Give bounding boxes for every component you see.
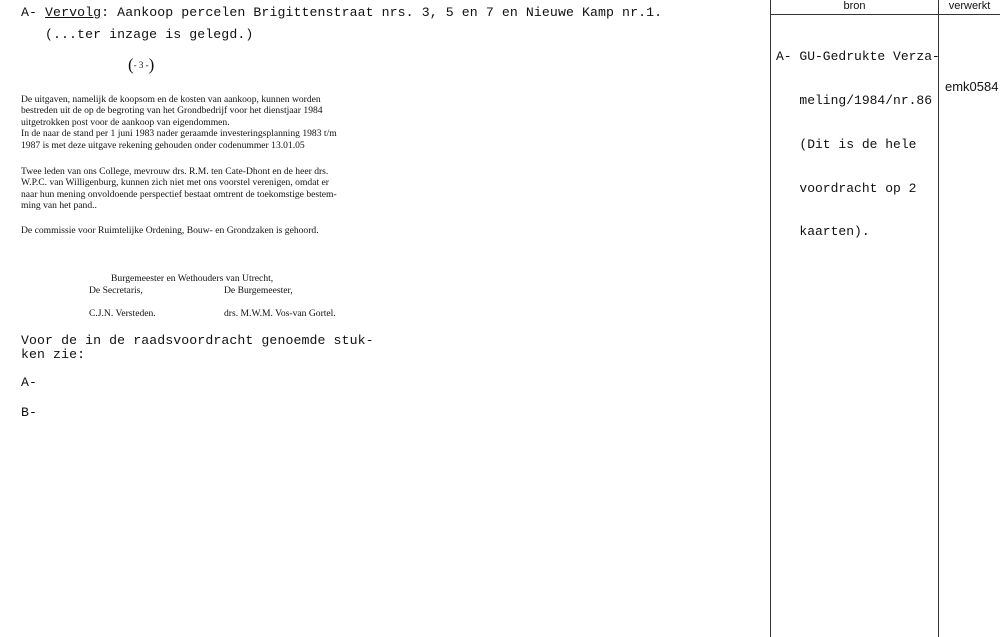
page-mark-close: ) xyxy=(148,55,155,74)
mayor-role: De Burgemeester, xyxy=(224,285,293,296)
bron-column-header: bron xyxy=(843,0,866,12)
paragraph-line: W.P.C. van Willigenburg, kunnen zich niet met ons voorstel verenigen, omdat er xyxy=(21,177,329,189)
footer-item-b: B- xyxy=(21,405,38,420)
column-header-rule xyxy=(770,14,1000,15)
paragraph-line: De commissie voor Ruimtelijke Ordening, Bouw- en Grondzaken is gehoord. xyxy=(21,225,319,236)
bron-line: voordracht op 2 xyxy=(776,180,917,196)
paragraph-line: uitgetrokken post voor de aankoop van eigendommen. xyxy=(21,116,230,128)
vervolg-label: Vervolg xyxy=(45,5,102,20)
paragraph-commission xyxy=(21,225,319,236)
vervolg-colon: : xyxy=(101,5,110,20)
verwerkt-value: emk0584 xyxy=(945,79,999,94)
bron-entry xyxy=(776,21,940,255)
bron-line: meling/1984/nr.86 xyxy=(776,92,933,108)
header-note: (...ter inzage is gelegd.) xyxy=(45,27,254,42)
header-prefix: A- xyxy=(21,5,38,20)
header-title: Aankoop percelen Brigittenstraat nrs. 3, 5 en 7 en Nieuwe Kamp nr.1. xyxy=(109,5,663,20)
paragraph-line: naar hun mening onvoldoende perspectief bestaat omtrent de toekomstige bestem- xyxy=(21,188,337,200)
bron-line: (Dit is de hele xyxy=(776,136,917,152)
paragraph-line: Twee leden van ons College, mevrouw drs. R.M. ten Cate-Dhont en de heer drs. xyxy=(21,166,329,177)
paragraph-costs xyxy=(21,94,337,151)
secretary-role: De Secretaris, xyxy=(89,285,143,296)
paragraph-line: bestreden uit de op de begroting van het Grondbedrijf voor het dienstjaar 1984 xyxy=(21,105,323,117)
mayor-name: drs. M.W.M. Vos-van Gortel. xyxy=(224,308,336,319)
page-number-mark xyxy=(128,55,154,75)
footer-line-1: Voor de in de raadsvoordracht genoemde stuk- xyxy=(21,333,374,348)
secretary-name: C.J.N. Versteden. xyxy=(89,308,156,319)
signature-heading: Burgemeester en Wethouders van Utrecht, xyxy=(111,273,274,284)
bron-line: A- GU-Gedrukte Verza- xyxy=(776,49,940,65)
page-mark-number: - 3 - xyxy=(133,60,149,70)
page-mark-open: ( xyxy=(128,55,134,74)
bron-line: kaarten). xyxy=(776,224,870,240)
verwerkt-column-header: verwerkt xyxy=(948,0,991,12)
paragraph-dissent xyxy=(21,166,337,212)
paragraph-line: In de naar de stand per 1 juni 1983 nader geraamde investeringsplanning 1983 t/m xyxy=(21,128,337,140)
header-line xyxy=(21,5,662,20)
paragraph-line: ming van het pand.. xyxy=(21,200,97,212)
paragraph-line: 1987 is met deze uitgave rekening gehouden onder codenummer 13.01.05 xyxy=(21,139,305,151)
footer-line-2: ken zie: xyxy=(21,347,86,362)
footer-item-a: A- xyxy=(21,375,38,390)
column-divider-left xyxy=(770,0,771,637)
paragraph-line: De uitgaven, namelijk de koopsom en de kosten van aankoop, kunnen worden xyxy=(21,94,321,105)
